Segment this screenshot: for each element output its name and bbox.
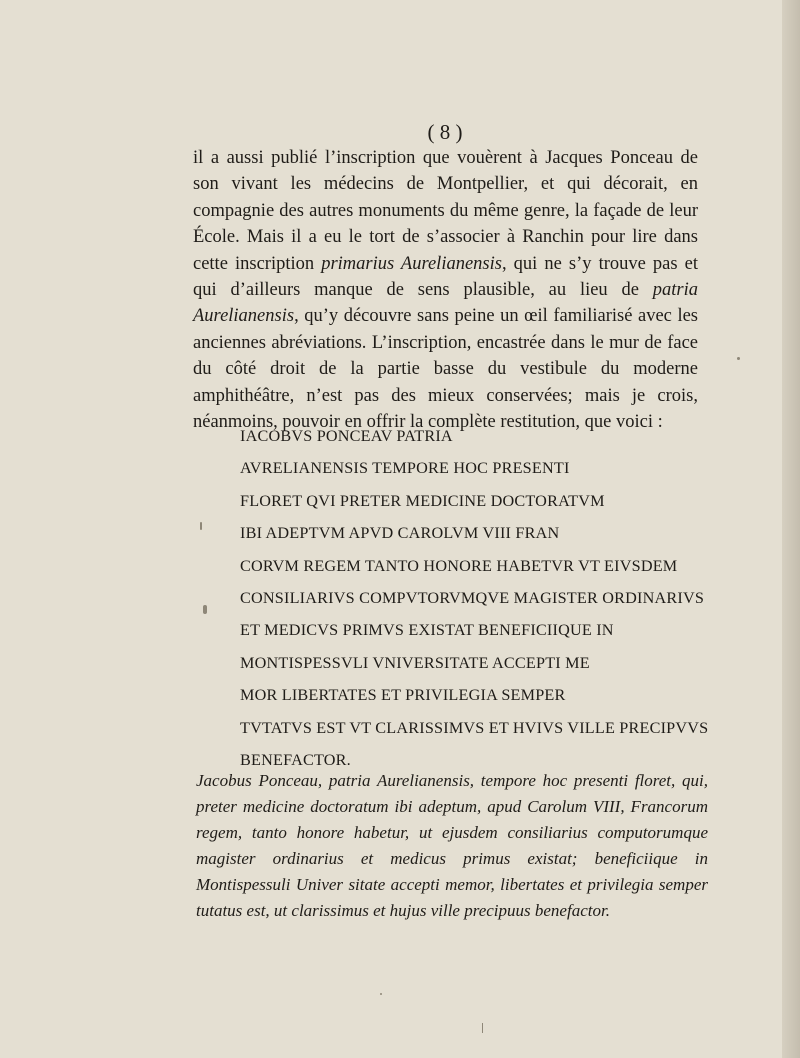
inscription-line: CORVM REGEM TANTO HONORE HABETVR VT EIVSDEM — [240, 556, 678, 575]
inscription-line: MONTISPESSVLI VNIVERSITATE ACCEPTI ME — [240, 653, 590, 672]
page-number: ( 8 ) — [427, 120, 463, 144]
paper-speck — [380, 993, 382, 995]
inscription-line: FLORET QVI PRETER MEDICINE DOCTORATVM — [240, 491, 605, 510]
paragraph-italic-segment: patria Aurelianensis — [193, 280, 698, 327]
paper-speck — [203, 605, 207, 614]
paragraph-segment: il a aussi publié l’inscription que vouèrent à Jacques Ponceau de son vivant les médecins de Montpellier, et qui décorait, en compagnie des autres monuments du même genre, la façade de leur École. Mais il a eu le tort de s’associer à Ranchin pour lire dans cette inscription — [193, 148, 698, 274]
transcription-text: Jacobus Ponceau, patria Aurelianensis, tempore hoc presenti floret, qui, preter medicine doctoratum ibi adeptum, apud Carolum VIII, Francorum regem, tanto honore habetur, ut ejusdem consiliarius computorumque magister ordinarius et medicus primus existat; beneficiique in Montispessuli Univer sitate accepti memor, libertates et privilegia semper tutatus est, ut clarissimus et hujus ville precipuus benefactor. — [196, 771, 708, 920]
latin-inscription — [240, 420, 708, 776]
latin-transcription — [196, 768, 708, 924]
paragraph-italic-segment: primarius Aurelianensis — [321, 253, 502, 274]
paragraph-segment: , qu’y découvre sans peine un œil familiarisé avec les anciennes abréviations. L’inscription, encastrée dans le mur de face du côté droit de la partie basse du vestibule du moderne amphithéâtre, n’est pas des mieux conservées; mais je crois, néanmoins, pouvoir en offrir la complète restitution, que voici : — [193, 306, 698, 433]
inscription-line: IACOBVS PONCEAV PATRIA — [240, 427, 453, 445]
inscription-line: ET MEDICVS PRIMVS EXISTAT BENEFICIIQUE IN — [240, 621, 614, 640]
inscription-line: TVTATVS EST VT CLARISSIMVS ET HVIVS VILLE PRECIPVVS — [240, 718, 709, 737]
paper-speck — [482, 1023, 483, 1033]
paragraph-segment: , qui ne s’y trouve pas et qui d’ailleurs manque de sens plausible, au lieu de — [193, 253, 698, 301]
inscription-line: IBI ADEPTVM APVD CAROLVM VIII FRAN — [240, 524, 560, 543]
paper-speck — [200, 522, 202, 530]
inscription-line: BENEFACTOR. — [240, 750, 351, 769]
inscription-line: AVRELIANENSIS TEMPORE HOC PRESENTI — [240, 459, 570, 478]
inscription-line: MOR LIBERTATES ET PRIVILEGIA SEMPER — [240, 686, 566, 705]
page-edge — [782, 0, 800, 1058]
paper-speck — [737, 357, 740, 360]
body-paragraph — [193, 145, 698, 435]
inscription-line: CONSILIARIVS COMPVTORVMQVE MAGISTER ORDINARIVS — [240, 588, 705, 607]
